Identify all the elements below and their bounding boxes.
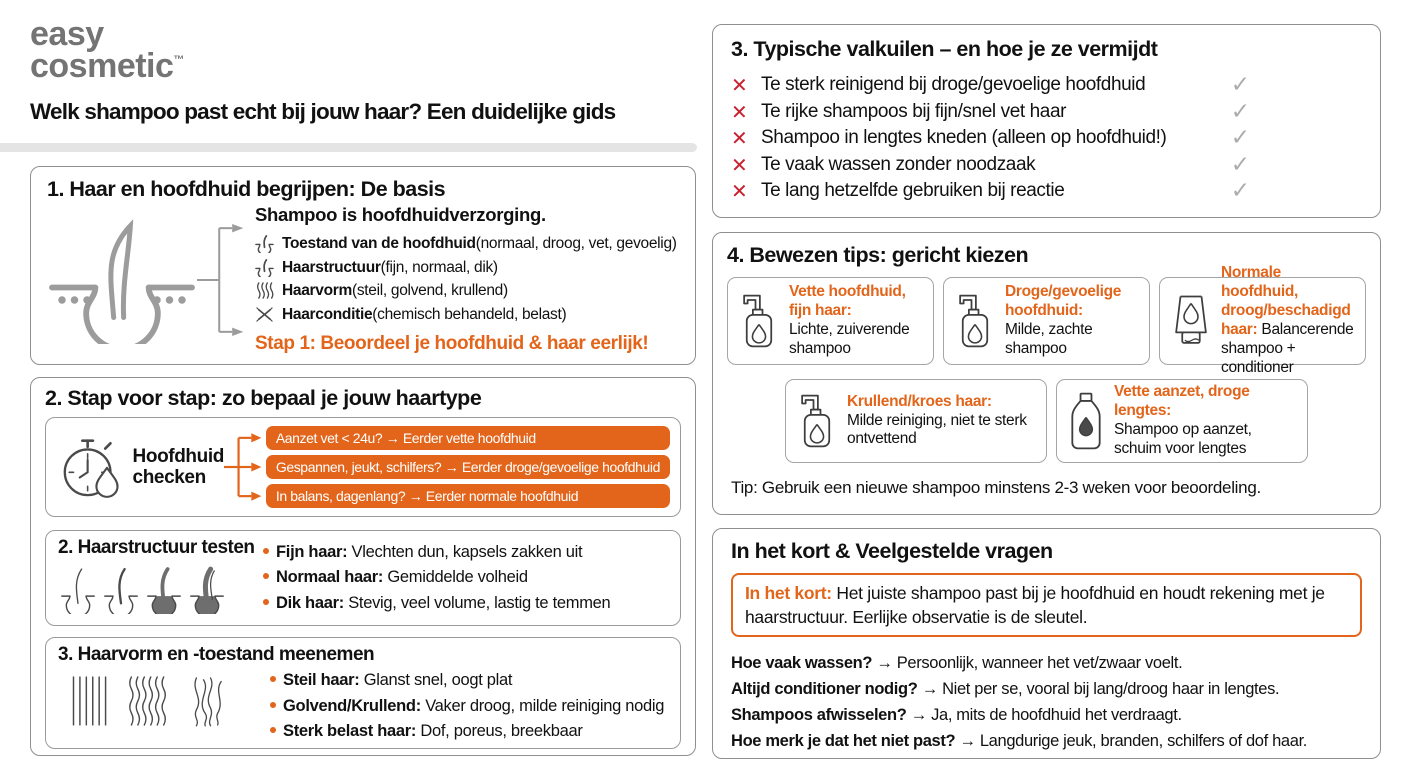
tube-icon (1170, 290, 1212, 352)
check-mark-icon: ✓ (1230, 125, 1250, 152)
tip-card (1159, 264, 1366, 376)
hair-follicle-illustration (47, 216, 197, 344)
tip-card (727, 277, 934, 365)
tips-footnote: Tip: Gebruik een nieuwe shampoo minstens 2-3 weken voor beoordeling. (731, 478, 1261, 497)
brand-logo-line1: easy (30, 15, 104, 53)
tip-card-text: Vette aanzet, droge lengtes: Shampoo op aanzet, schuim voor lengtes (1114, 383, 1252, 457)
scalp-check-results (266, 426, 670, 508)
result-pill: Aanzet vet < 24u? → Eerder vette hoofdhuid (266, 426, 670, 450)
bullet-dot (263, 599, 269, 605)
hair-structure-title: 2. Haarstructuur testen (58, 537, 255, 558)
section-steps-title: 2. Stap voor stap: zo bepaal je jouw haartype (45, 386, 482, 410)
tip-card (1056, 379, 1308, 463)
tip-card (943, 277, 1150, 365)
hair-shape-panel (45, 637, 681, 749)
summary-text: Het juiste shampoo past bij je hoofdhuid en houdt rekening met je haarstructuur. Eerlijke observatie is de sleutel. (745, 583, 1325, 628)
faq-item: Altijd conditioner nodig? → Niet per se, vooral bij lang/droog haar in lengtes. (731, 680, 1280, 699)
basics-content (47, 204, 679, 355)
faq-item: Hoe merk je dat het niet past? → Langdurige jeuk, branden, schilfers of dof haar. (731, 732, 1308, 751)
faq-list (731, 650, 1362, 754)
hair-shape-bullets (270, 668, 668, 745)
basics-lead: Shampoo is hoofdhuidverzorging. (255, 204, 546, 225)
hair-shape-content (58, 668, 668, 745)
x-mark-icon: ✕ (731, 152, 748, 177)
curly-hair-icon (184, 672, 230, 730)
follicle-thickness-icons (60, 562, 263, 614)
x-mark-icon: ✕ (731, 99, 748, 124)
bullet-dot (270, 702, 276, 708)
section-pitfalls (712, 24, 1381, 218)
check-mark-icon: ✓ (1230, 98, 1250, 125)
pitfall-row: ✕ Te rijke shampoos bij fijn/snel vet haar ✓ (731, 98, 1250, 125)
bottle-icon (1067, 390, 1105, 452)
thickest-hair-icon (189, 562, 225, 614)
check-mark-icon: ✓ (1230, 151, 1250, 178)
stopwatch-droplet-icon (56, 430, 125, 504)
bullet-dot (270, 676, 276, 682)
result-pill: In balans, dagenlang? → Eerder normale hoofdhuid (266, 484, 670, 508)
wavy-hair-icon (124, 672, 172, 730)
x-mark-icon: ✕ (731, 179, 748, 204)
step1-callout: Stap 1: Beoordeel je hoofdhuid & haar eerlijk! (255, 333, 649, 355)
faq-item: Hoe vaak wassen? → Persoonlijk, wanneer het vet/zwaar voelt. (731, 654, 1183, 673)
tip-card-text: Krullend/kroes haar: Milde reiniging, niet te sterk ontvettend (847, 392, 1027, 448)
bullet-item: Steil haar: Glanst snel, oogt plat (270, 668, 668, 694)
bullet-item: Sterk belast haar: Dof, poreus, breekbaar (270, 719, 668, 745)
brand-logo-line2: cosmetic™ (30, 47, 185, 86)
pitfall-row: ✕ Te vaak wassen zonder noodzaak ✓ (731, 151, 1250, 178)
tips-card-row-1 (727, 264, 1366, 376)
bullet-item: Normaal haar: Gemiddelde volheid (263, 565, 668, 591)
bullet-item: Golvend/Krullend: Vaker droog, milde reiniging nodig (270, 694, 668, 720)
page-title: Welk shampoo past echt bij jouw haar? Een duidelijke gids (30, 99, 616, 124)
summary-label: In het kort: (745, 583, 832, 603)
basics-text (255, 204, 677, 355)
hair-pattern-icons (58, 668, 270, 745)
x-mark-icon: ✕ (731, 73, 748, 98)
hair-shape-title: 3. Haarvorm en -toestand meenemen (58, 644, 375, 665)
hair-structure-left (58, 537, 263, 619)
bullet-dot (270, 727, 276, 733)
list-item: Haarconditie (chemisch behandeld, belast) (255, 303, 677, 327)
summary-callout (731, 573, 1362, 637)
tip-card-text: Vette hoofdhuid, fijn haar: Lichte, zuiverende shampoo (789, 283, 910, 357)
bullet-dot (263, 573, 269, 579)
crossed-tools-icon (255, 305, 274, 324)
section-tips (712, 232, 1381, 515)
thin-hair-icon (60, 562, 96, 614)
tip-card (785, 379, 1047, 463)
thick-hair-icon (146, 562, 182, 614)
bullet-item: Fijn haar: Vlechten dun, kapsels zakken uit (263, 540, 668, 566)
section-tips-title: 4. Bewezen tips: gericht kiezen (727, 243, 1029, 267)
section-pitfalls-title: 3. Typische valkuilen – en hoe je ze vermijdt (731, 37, 1158, 61)
faq-item: Shampoos afwisselen? → Ja, mits de hoofdhuid het verdraagt. (731, 706, 1182, 725)
trademark-symbol: ™ (173, 54, 185, 67)
hair-follicle-icon (255, 258, 274, 277)
check-mark-icon: ✓ (1230, 72, 1250, 99)
normal-hair-icon (103, 562, 139, 614)
list-item: Haarstructuur (fijn, normaal, dik) (255, 256, 677, 280)
brand-logo (30, 15, 185, 86)
title-divider (0, 143, 697, 152)
pitfall-row: ✕ Te lang hetzelfde gebruiken bij reactie ✓ (731, 178, 1250, 205)
pump-bottle-icon (796, 390, 838, 452)
pump-bottle-icon (954, 290, 996, 352)
pitfall-row: ✕ Shampoo in lengtes kneden (alleen op hoofdhuid!) ✓ (731, 125, 1250, 152)
list-item: Haarvorm (steil, golvend, krullend) (255, 279, 677, 303)
tips-card-row-2 (727, 379, 1366, 463)
bullet-dot (263, 548, 269, 554)
scalp-check-label: Hoofdhuid checken (132, 445, 224, 488)
hair-follicle-icon (255, 234, 274, 253)
section-basics-title: 1. Haar en hoofdhuid begrijpen: De basis (47, 177, 446, 201)
x-mark-icon: ✕ (731, 126, 748, 151)
branch-connector (197, 216, 247, 344)
tip-card-text: Droge/gevoelige hoofdhuid: Milde, zachte shampoo (1005, 283, 1122, 357)
section-summary-title: In het kort & Veelgestelde vragen (731, 539, 1053, 563)
scalp-check-panel (45, 417, 681, 517)
hair-structure-bullets (263, 537, 668, 619)
pitfall-row: ✕ Te sterk reinigend bij droge/gevoelige hoofdhuid ✓ (731, 72, 1250, 99)
tip-card-text: Normale hoofdhuid, droog/beschadigd haar: Balancerende shampoo + conditioner (1221, 264, 1354, 376)
check-mark-icon: ✓ (1230, 178, 1250, 205)
arrow-tree-connector (224, 421, 266, 513)
section-basics (30, 166, 696, 365)
wavy-lines-icon (255, 281, 274, 300)
section-summary-faq (712, 528, 1381, 759)
pump-bottle-icon (738, 290, 780, 352)
bullet-item: Dik haar: Stevig, veel volume, lastig te temmen (263, 591, 668, 617)
list-item: Toestand van de hoofdhuid (normaal, droog, vet, gevoelig) (255, 232, 677, 256)
hair-structure-panel (45, 530, 681, 626)
straight-hair-icon (68, 672, 112, 730)
section-steps (30, 377, 696, 756)
result-pill: Gespannen, jeukt, schilfers? → Eerder droge/gevoelige hoofdhuid (266, 455, 670, 479)
